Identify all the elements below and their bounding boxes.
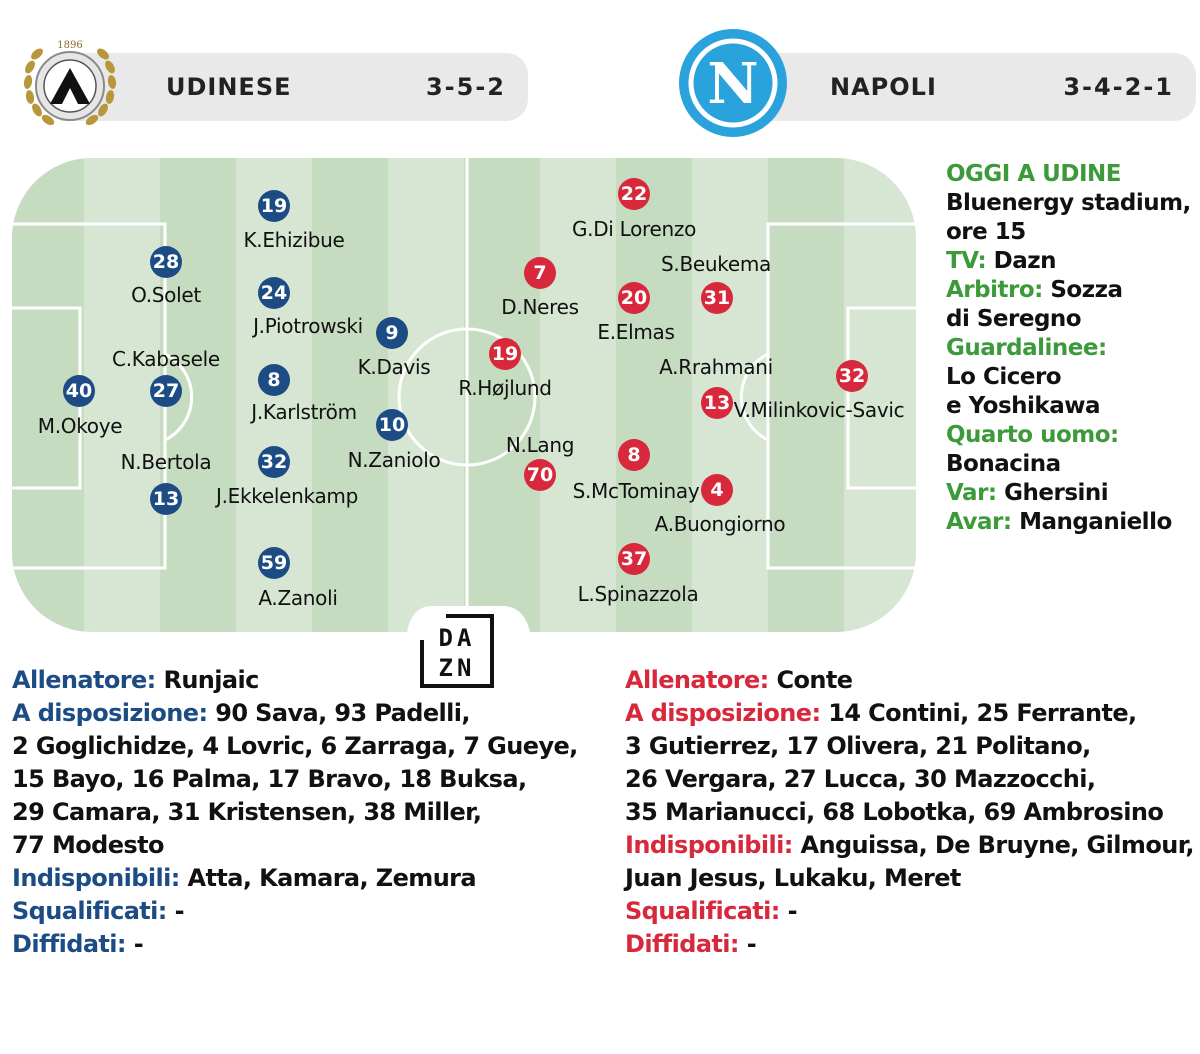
away-player-number: 7 [524,257,556,289]
away-player-name: R.Højlund [458,376,552,400]
var-label: Var: [946,480,997,506]
svg-text:DA: DA [438,624,476,652]
away-player-number: 19 [489,338,521,370]
away-bench-line: 3 Gutierrez, 17 Olivera, 21 Politano, [625,732,1091,760]
home-unavailable: Atta, Kamara, Zemura [187,864,477,892]
home-player-number: 27 [150,375,182,407]
home-player-number: 40 [63,375,95,407]
away-unavailable-label: Indisponibili: [625,831,793,859]
home-bench-line: 2 Goglichidze, 4 Lovric, 6 Zarraga, 7 Gueye, [12,732,578,760]
udinese-crest-icon [10,22,130,142]
away-player-number: 22 [618,178,650,210]
away-player-name: A.Rrahmani [659,355,773,379]
home-player-name: J.Karlström [251,400,357,424]
home-player-number: 24 [258,277,290,309]
away-suspended: - [787,897,797,925]
away-unavailable-line: Juan Jesus, Lukaku, Meret [625,864,961,892]
home-unavailable-label: Indisponibili: [12,864,180,892]
home-player-name: C.Kabasele [112,347,220,371]
tv: Dazn [993,248,1057,274]
away-unavailable-line: Anguissa, De Bruyne, Gilmour, [800,831,1194,859]
away-player-number: 70 [524,459,556,491]
away-bench-line: 14 Contini, 25 Ferrante, [828,699,1137,727]
home-warned-label: Diffidati: [12,930,126,958]
avar-label: Avar: [946,509,1012,535]
linesman-1: Lo Cicero [946,364,1062,390]
home-player-name: J.Ekkelenkamp [216,484,358,508]
home-coach-label: Allenatore: [12,666,156,694]
fourth-official: Bonacina [946,451,1061,477]
avar: Manganiello [1019,509,1172,535]
away-player-name: L.Spinazzola [577,582,699,606]
home-player-name: A.Zanoli [258,586,338,610]
away-player-name: E.Elmas [597,320,675,344]
away-team-name: NAPOLI [830,73,937,101]
away-player-number: 32 [836,360,868,392]
away-player-name: N.Lang [505,433,575,457]
referee: Sozza [1050,277,1123,303]
svg-text:ZN: ZN [438,654,476,682]
away-player-number: 4 [701,474,733,506]
home-player-name: O.Solet [131,283,201,307]
away-coach: Conte [776,666,853,694]
venue: Bluenergy stadium, [946,190,1191,216]
home-suspended: - [174,897,184,925]
home-player-name: M.Okoye [37,414,123,438]
home-player-name: K.Ehizibue [243,228,345,252]
home-warned: - [133,930,144,958]
away-player-name: G.Di Lorenzo [571,217,697,241]
tv-label: TV: [946,248,987,274]
svg-text:1896: 1896 [57,40,83,51]
home-coach: Runjaic [163,666,259,694]
home-player-number: 28 [150,246,182,278]
home-bench-line: 90 Sava, 93 Padelli, [215,699,470,727]
home-team-bar [60,53,528,121]
away-player-number: 13 [701,387,733,419]
home-player-number: 32 [258,446,290,478]
home-player-name: N.Bertola [120,450,212,474]
away-player-number: 31 [701,282,733,314]
napoli-crest-icon [678,28,788,138]
var: Ghersini [1004,480,1109,506]
home-bench-line: 77 Modesto [12,831,164,859]
home-team-name: UDINESE [166,73,292,101]
home-player-number: 10 [376,409,408,441]
away-warned-label: Diffidati: [625,930,739,958]
fourth-official-label: Quarto uomo: [946,422,1119,448]
away-player-name: S.Beukema [661,252,771,276]
away-player-name: S.McTominay [572,479,700,503]
match-info [946,160,1196,537]
linesman-2: e Yoshikawa [946,393,1100,419]
linesmen-label: Guardalinee: [946,335,1107,361]
home-bench-line: 15 Bayo, 16 Palma, 17 Bravo, 18 Buksa, [12,765,527,793]
away-bench-line: 26 Vergara, 27 Lucca, 30 Mazzocchi, [625,765,1096,793]
home-player-name: N.Zaniolo [347,448,441,472]
away-warned: - [746,930,757,958]
home-player-number: 59 [258,547,290,579]
away-bench-label: A disposizione: [625,699,821,727]
home-bench-label: A disposizione: [12,699,208,727]
kickoff-time: ore 15 [946,219,1026,245]
referee-city: di Seregno [946,306,1082,332]
home-player-number: 8 [258,364,290,396]
away-player-number: 8 [618,439,650,471]
home-player-number: 9 [376,317,408,349]
home-bench-line: 29 Camara, 31 Kristensen, 38 Miller, [12,798,482,826]
away-player-name: D.Neres [501,295,579,319]
home-player-name: K.Davis [357,355,431,379]
home-formation: 3-5-2 [425,73,506,101]
away-player-number: 20 [618,282,650,314]
home-player-number: 13 [150,483,182,515]
svg-text:N: N [707,51,759,117]
away-bench-line: 35 Marianucci, 68 Lobotka, 69 Ambrosino [625,798,1164,826]
away-coach-label: Allenatore: [625,666,769,694]
away-player-name: A.Buongiorno [654,512,786,536]
away-player-number: 37 [618,543,650,575]
home-suspended-label: Squalificati: [12,897,167,925]
venue-label: OGGI A UDINE [946,161,1121,187]
away-formation: 3-4-2-1 [1063,73,1174,101]
away-suspended-label: Squalificati: [625,897,780,925]
away-squad-info [625,664,1195,961]
referee-label: Arbitro: [946,277,1043,303]
away-team-bar [730,53,1196,121]
home-player-name: J.Piotrowski [253,314,363,338]
home-squad-info [12,664,612,961]
home-player-number: 19 [258,190,290,222]
away-player-name: V.Milinkovic-Savic [733,398,905,422]
